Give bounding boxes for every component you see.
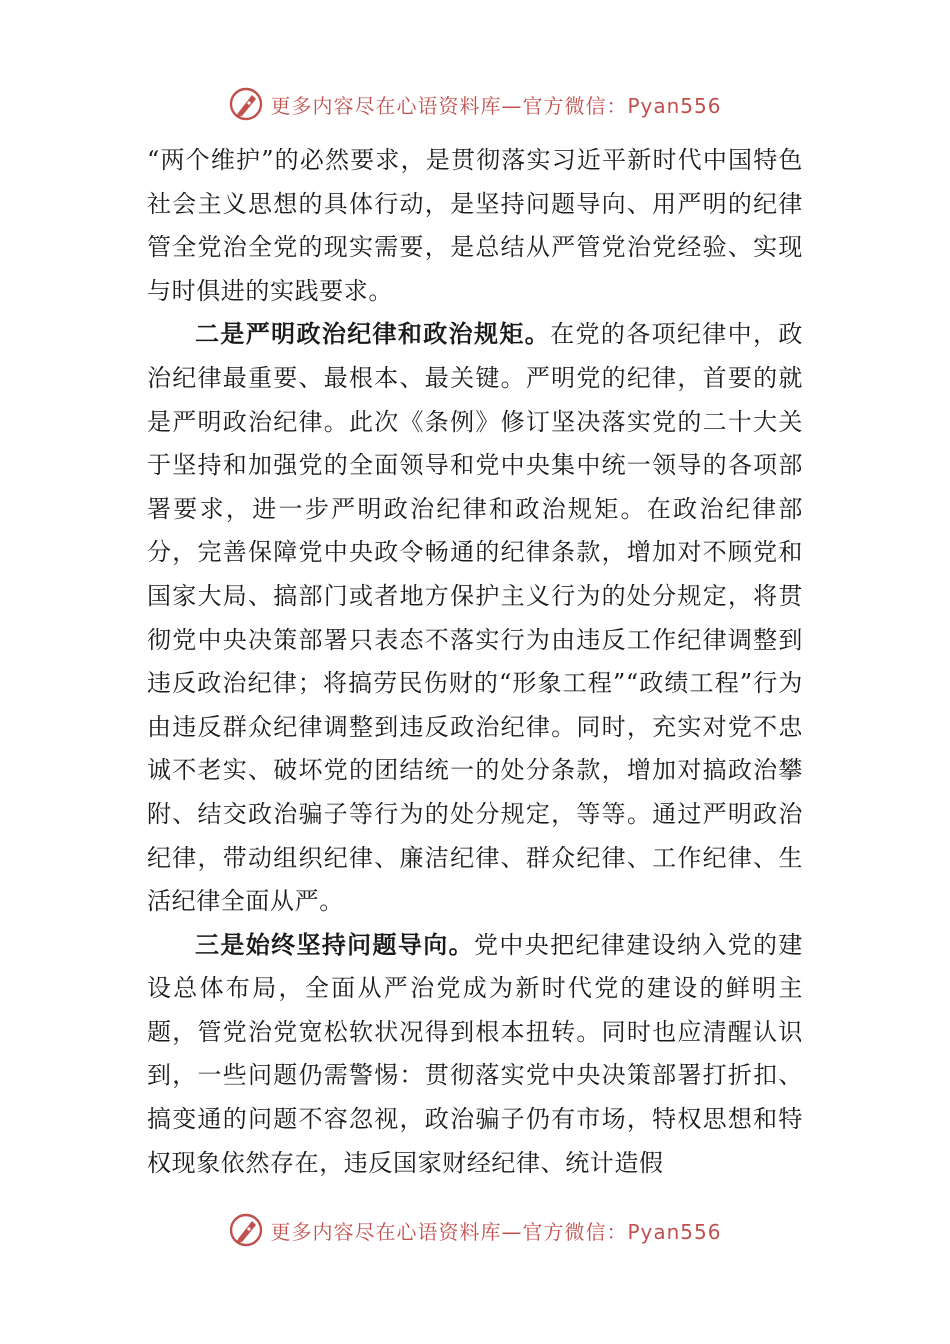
paragraph-3-body: 党中央把纪律建设纳入党的建设总体布局，全面从严治党成为新时代党的建设的鲜明主题，管党治党宽松软状况得到根本扭转。同时也应清醒认识到，一些问题仍需警惕：贯彻落实党中央决策部署打折扣、搞变通的问题不容忽视，政治骗子仍有市场，特权思想和特权现象依然存在，违反国家财经纪律、统计造假 [147,930,803,1177]
paragraph-2 [147,313,803,923]
paragraph-3 [147,924,803,1186]
pen-nib-logo-icon [228,1212,264,1248]
paragraph-2-heading: 二是严明政治纪律和政治规矩。 [195,320,551,349]
document-body [147,139,803,1185]
watermark-text: 更多内容尽在心语资料库—官方微信：Pyan556 [270,1219,722,1244]
header-watermark [0,84,950,124]
footer-watermark [0,1210,950,1250]
pen-nib-logo-icon [228,86,264,122]
paragraph-3-heading: 三是始终坚持问题导向。 [195,930,475,959]
paragraph-1-body: “两个维护”的必然要求，是贯彻落实习近平新时代中国特色社会主义思想的具体行动，是坚持问题导向、用严明的纪律管全党治全党的现实需要，是总结从严管党治党经验、实现与时俱进的实践要求。 [147,146,803,305]
watermark-text: 更多内容尽在心语资料库—官方微信：Pyan556 [270,93,722,118]
paragraph-2-body: 在党的各项纪律中，政治纪律最重要、最根本、最关键。严明党的纪律，首要的就是严明政治纪律。此次《条例》修订坚决落实党的二十大关于坚持和加强党的全面领导和党中央集中统一领导的各项部署要求，进一步严明政治纪律和政治规矩。在政治纪律部分，完善保障党中央政令畅通的纪律条款，增加对不顾党和国家大局、搞部门或者地方保护主义行为的处分规定，将贯彻党中央决策部署只表态不落实行为由违反工作纪律调整到违反政治纪律；将搞劳民伤财的“形象工程”“政绩工程”行为由违反群众纪律调整到违反政治纪律。同时，充实对党不忠诚不老实、破坏党的团结统一的处分条款，增加对搞政治攀附、结交政治骗子等行为的处分规定，等等。通过严明政治纪律，带动组织纪律、廉洁纪律、群众纪律、工作纪律、生活纪律全面从严。 [147,320,803,916]
paragraph-1 [147,139,803,313]
